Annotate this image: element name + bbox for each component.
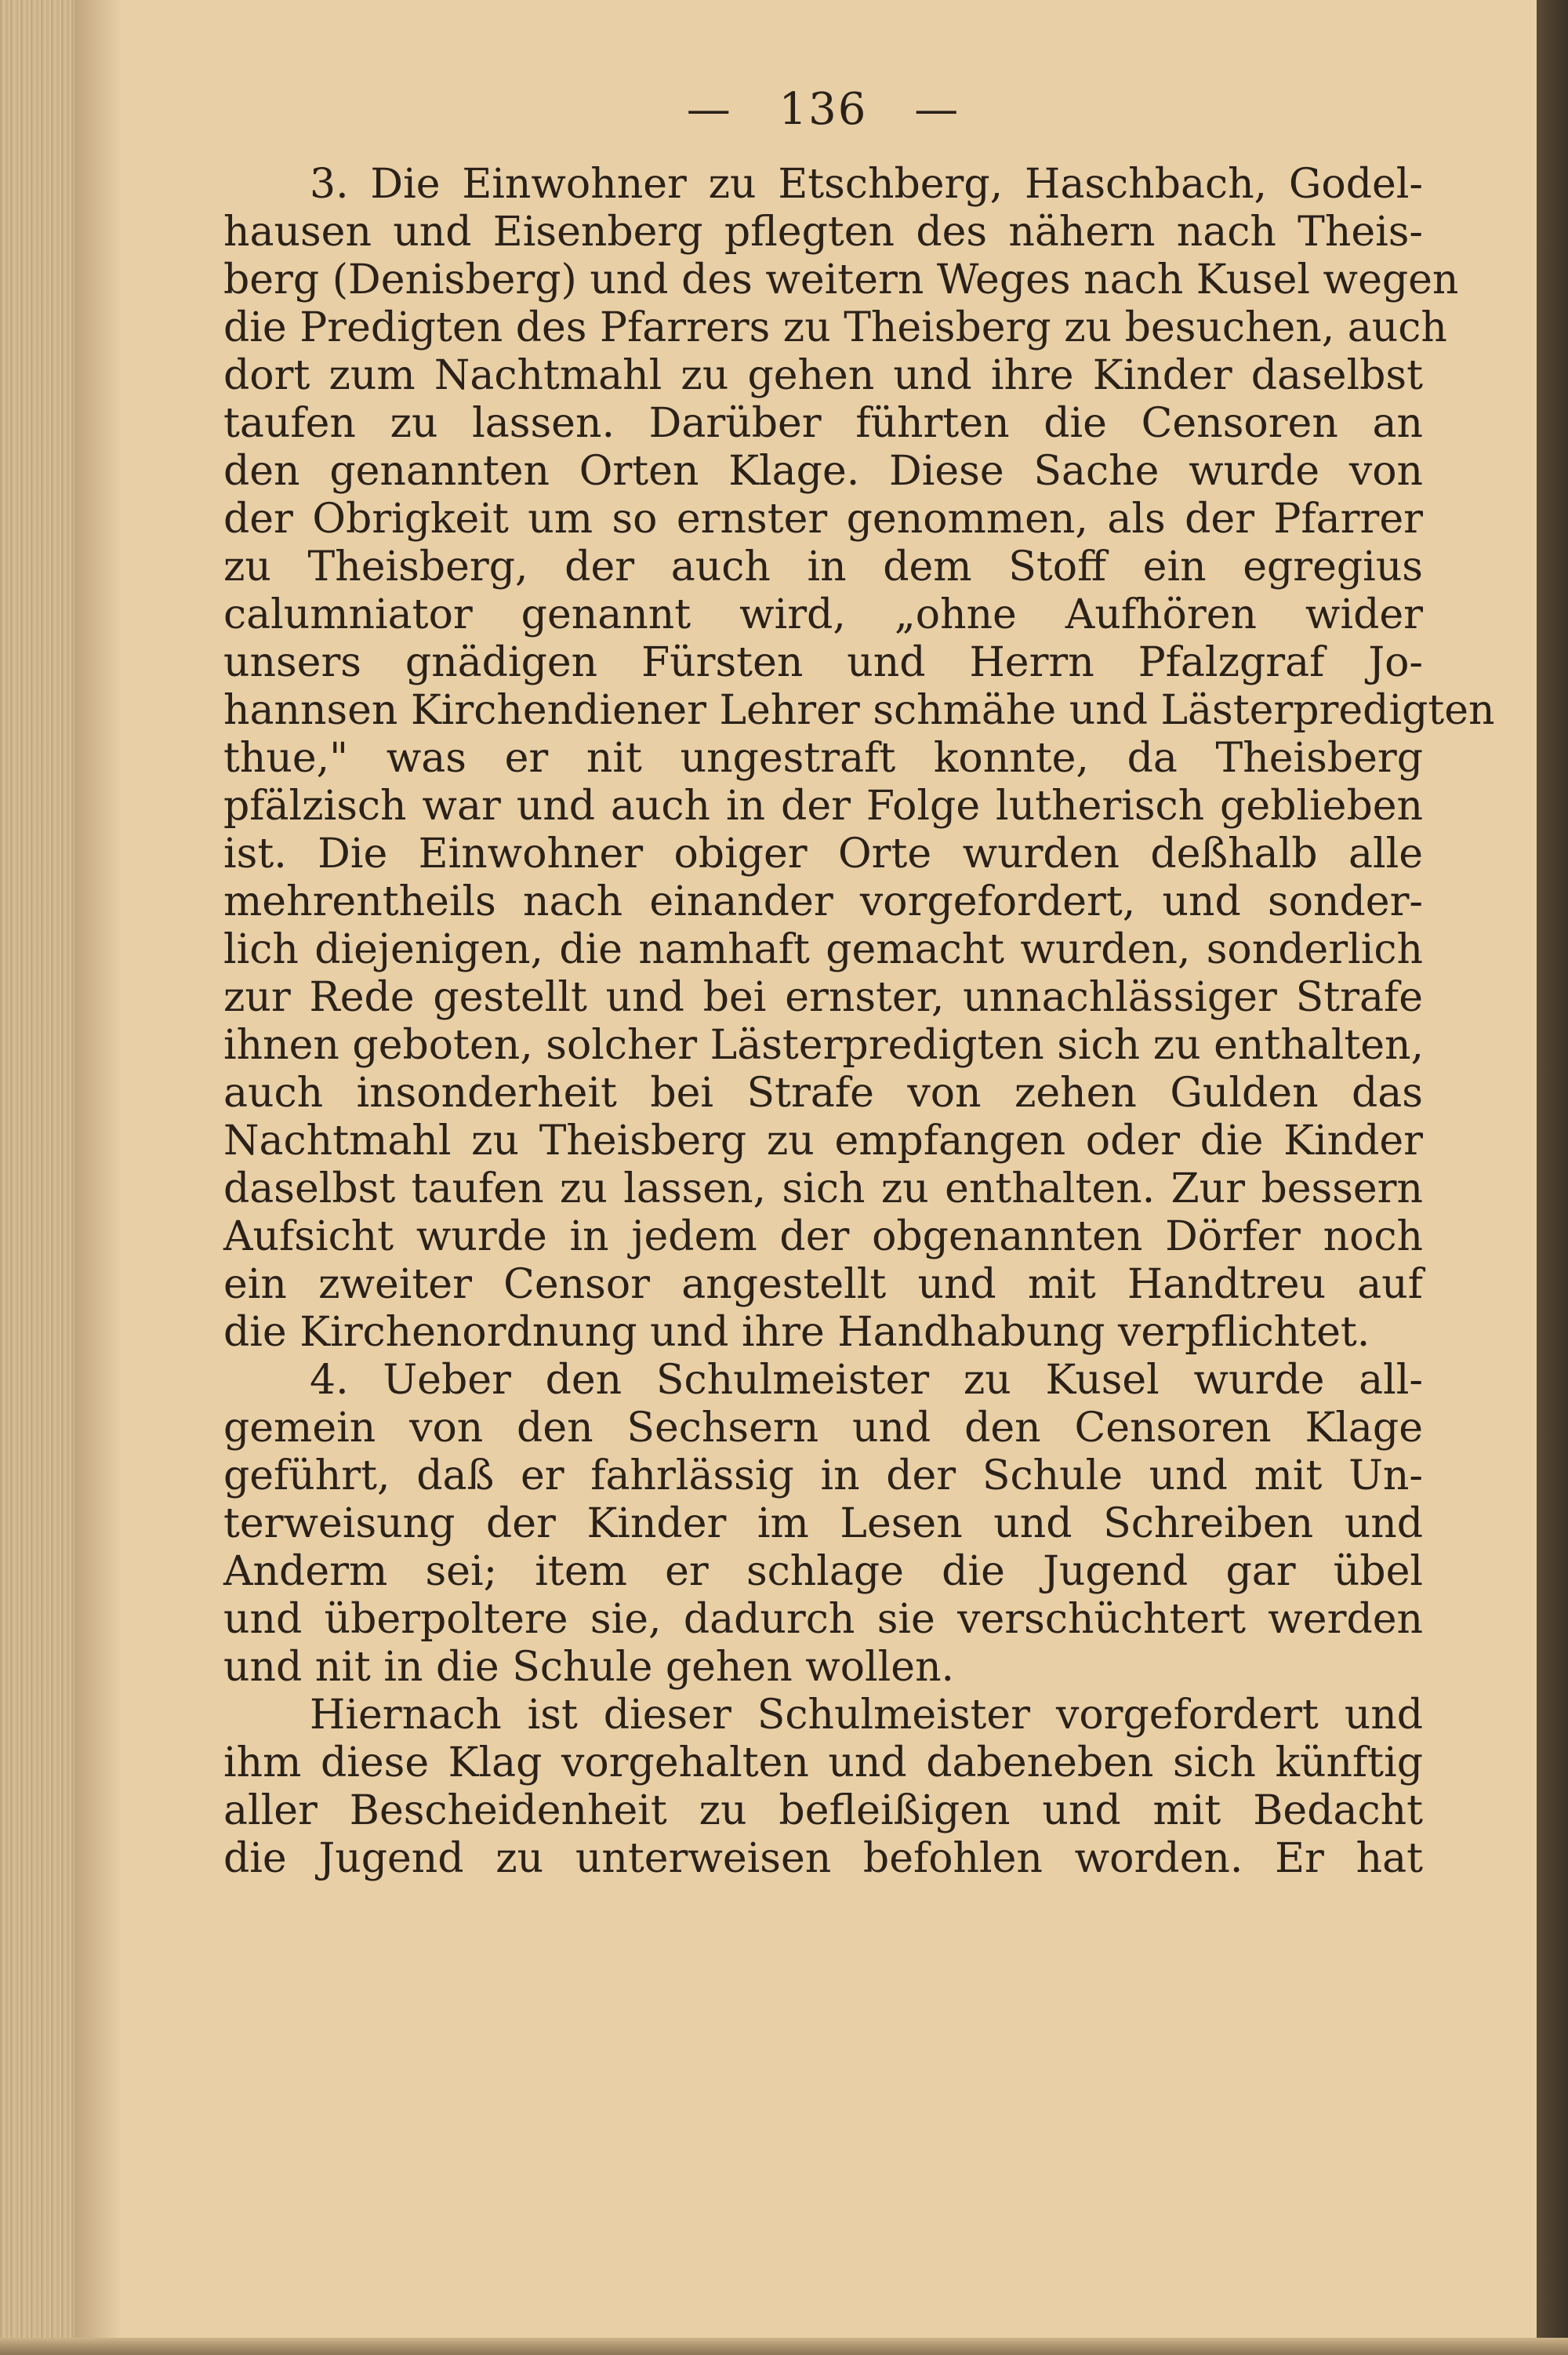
- text-line: Nachtmahl zu Theisberg zu empfangen oder die Kinder: [223, 1118, 1423, 1165]
- text-line: terweisung der Kinder im Lesen und Schreiben und: [223, 1500, 1423, 1547]
- text-line: ihnen geboten, solcher Lästerpredigten sich zu enthalten,: [223, 1022, 1425, 1069]
- text-line: ein zweiter Censor angestellt und mit Handtreu auf: [223, 1261, 1423, 1308]
- text-line: Anderm sei; item er schlage die Jugend gar übel: [223, 1548, 1423, 1595]
- text-line: 4. Ueber den Schulmeister zu Kusel wurde all-: [310, 1357, 1423, 1404]
- text-line: die Jugend zu unterweisen befohlen worden. Er hat: [223, 1835, 1423, 1882]
- text-line: zu Theisberg, der auch in dem Stoff ein egregius: [223, 543, 1423, 591]
- text-line: der Obrigkeit um so ernster genommen, als der Pfarrer: [223, 496, 1423, 543]
- text-line: dort zum Nachtmahl zu gehen und ihre Kinder daselbst: [223, 352, 1423, 399]
- text-line: aller Bescheidenheit zu befleißigen und mit Bedacht: [223, 1787, 1423, 1834]
- text-line: hannsen Kirchendiener Lehrer schmähe und Lästerpredigten: [223, 687, 1495, 734]
- book-cover-edge: [1537, 0, 1568, 2355]
- text-line: Aufsicht wurde in jedem der obgenannten Dörfer noch: [223, 1213, 1423, 1260]
- page-number: 136: [779, 84, 868, 135]
- gutter-shadow: [74, 0, 122, 2355]
- text-line: taufen zu lassen. Darüber führten die Censoren an: [223, 400, 1423, 447]
- page-header: [223, 82, 1423, 137]
- text-line: berg (Denisberg) und des weitern Weges nach Kusel wegen: [223, 256, 1459, 303]
- text-line: unsers gnädigen Fürsten und Herrn Pfalzgraf Jo-: [223, 639, 1423, 686]
- text-line: daselbst taufen zu lassen, sich zu enthalten. Zur bessern: [223, 1165, 1423, 1212]
- header-dash-left: —: [686, 84, 732, 135]
- text-line: geführt, daß er fahrlässig in der Schule und mit Un-: [223, 1452, 1423, 1499]
- header-dash-right: —: [914, 84, 960, 135]
- text-line: mehrentheils nach einander vorgefordert, und sonder-: [223, 878, 1423, 925]
- text-line: die Kirchenordnung und ihre Handhabung verpflichtet.: [223, 1309, 1370, 1356]
- text-line: zur Rede gestellt und bei ernster, unnachlässiger Strafe: [223, 974, 1423, 1021]
- text-line: pfälzisch war und auch in der Folge lutherisch geblieben: [223, 783, 1423, 830]
- text-line: auch insonderheit bei Strafe von zehen Gulden das: [223, 1070, 1423, 1117]
- text-line: lich diejenigen, die namhaft gemacht wurden, sonderlich: [223, 926, 1423, 973]
- text-line: die Predigten des Pfarrers zu Theisberg zu besuchen, auch: [223, 304, 1447, 351]
- page-gutter: [0, 0, 74, 2355]
- text-line: gemein von den Sechsern und den Censoren Klage: [223, 1405, 1423, 1452]
- text-line: Hiernach ist dieser Schulmeister vorgefordert und: [310, 1692, 1423, 1739]
- text-line: hausen und Eisenberg pflegten des nähern nach Theis-: [223, 209, 1423, 256]
- text-line: und überpoltere sie, dadurch sie verschüchtert werden: [223, 1596, 1423, 1643]
- text-line: den genannten Orten Klage. Diese Sache wurde von: [223, 448, 1423, 495]
- text-line: thue," was er nit ungestraft konnte, da Theisberg: [223, 735, 1423, 782]
- text-line: 3. Die Einwohner zu Etschberg, Haschbach, Godel-: [310, 161, 1423, 208]
- text-block: [223, 82, 1495, 1883]
- text-line: ihm diese Klag vorgehalten und dabeneben sich künftig: [223, 1739, 1423, 1786]
- text-line: calumniator genannt wird, „ohne Aufhören wider: [223, 591, 1423, 638]
- text-line: und nit in die Schule gehen wollen.: [223, 1644, 955, 1691]
- page-bottom-edge: [0, 2338, 1568, 2355]
- text-line: ist. Die Einwohner obiger Orte wurden deßhalb alle: [223, 830, 1423, 878]
